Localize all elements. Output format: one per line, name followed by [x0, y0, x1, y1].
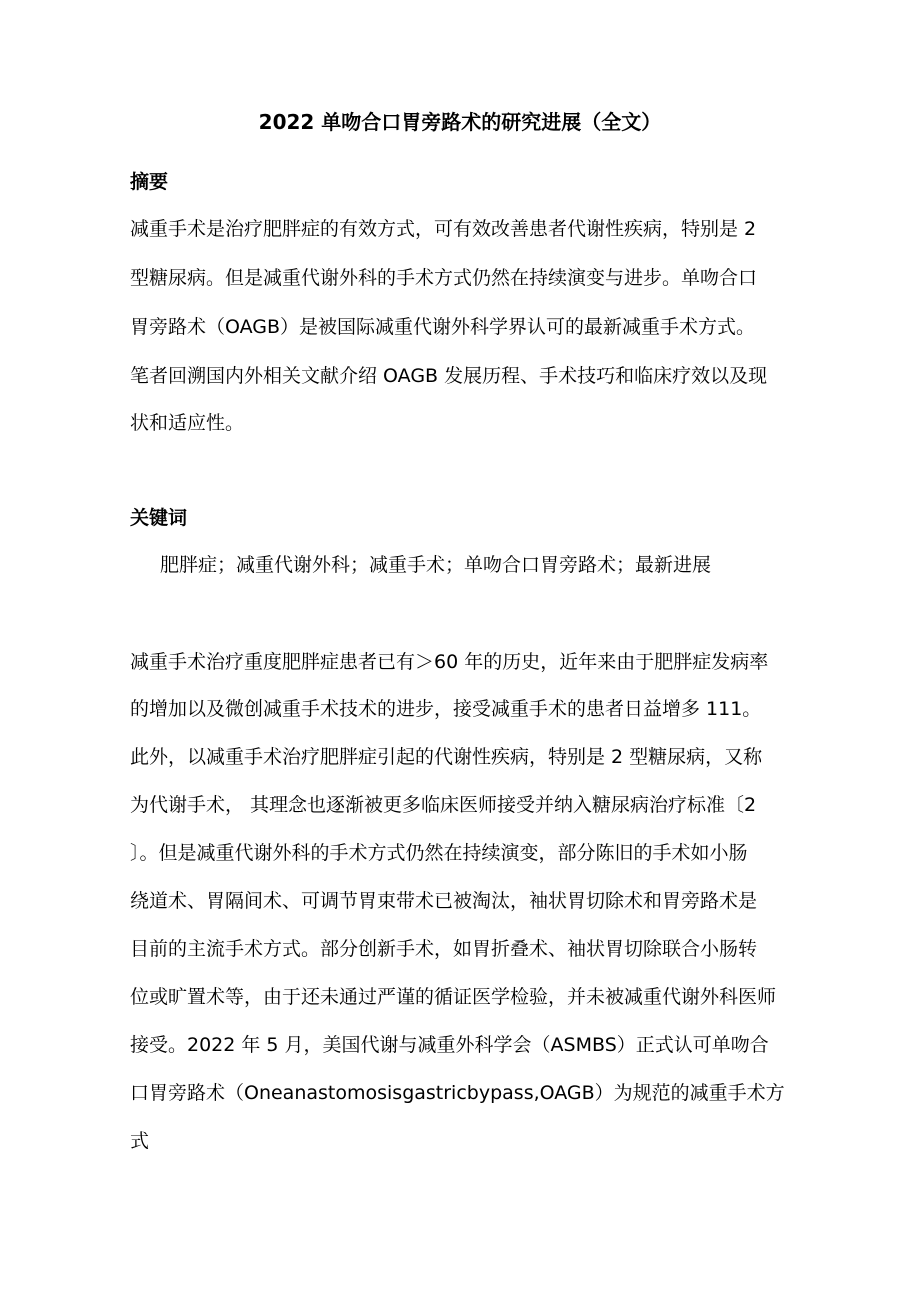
abstract-line: 状和适应性。 [130, 412, 245, 434]
body-line: 口胃旁路术（Oneanastomosisgastricbypass,OAGB）为规范的减重手术方 [130, 1082, 785, 1104]
abstract-heading: 摘要 [130, 171, 169, 193]
keywords-text: 肥胖症；减重代谢外科；减重手术；单吻合口胃旁路术；最新进展 [160, 554, 712, 576]
document-title: 2022 单吻合口胃旁路术的研究进展（全文） [258, 110, 662, 134]
body-line: 式 [130, 1130, 150, 1152]
abstract-line: 减重手术是治疗肥胖症的有效方式，可有效改善患者代谢性疾病，特别是 2 [130, 218, 757, 240]
body-line: 减重手术治疗重度肥胖症患者已有＞60 年的历史，近年来由于肥胖症发病率 [130, 651, 769, 673]
body-line: 目前的主流手术方式。部分创新手术，如胃折叠术、袖状胃切除联合小肠转 [130, 938, 758, 960]
body-line: 的增加以及微创减重手术技术的进步，接受减重手术的患者日益增多 111。 [130, 698, 762, 720]
body-line: 位或旷置术等，由于还未通过严谨的循证医学检验，并未被减重代谢外科医师 [130, 986, 777, 1008]
body-line: 〕。但是减重代谢外科的手术方式仍然在持续演变，部分陈旧的手术如小肠 [130, 842, 748, 864]
abstract-line: 胃旁路术（OAGB）是被国际减重代谢外科学界认可的最新减重手术方式。 [130, 316, 756, 338]
keywords-heading: 关键词 [130, 507, 188, 529]
abstract-line: 型糖尿病。但是减重代谢外科的手术方式仍然在持续演变与进步。单吻合口 [130, 267, 758, 289]
body-line: 绕道术、胃隔间术、可调节胃束带术已被淘汰，袖状胃切除术和胃旁路术是 [130, 890, 758, 912]
body-line: 接受。2022 年 5 月，美国代谢与减重外科学会（ASMBS）正式认可单吻合 [130, 1034, 769, 1056]
body-line: 此外，以减重手术治疗肥胖症引起的代谢性疾病，特别是 2 型糖尿病，又称 [130, 746, 763, 768]
body-line: 为代谢手术， 其理念也逐渐被更多临床医师接受并纳入糖尿病治疗标准〔2 [130, 794, 757, 816]
abstract-line: 笔者回溯国内外相关文献介绍 OAGB 发展历程、手术技巧和临床疗效以及现 [130, 365, 768, 387]
